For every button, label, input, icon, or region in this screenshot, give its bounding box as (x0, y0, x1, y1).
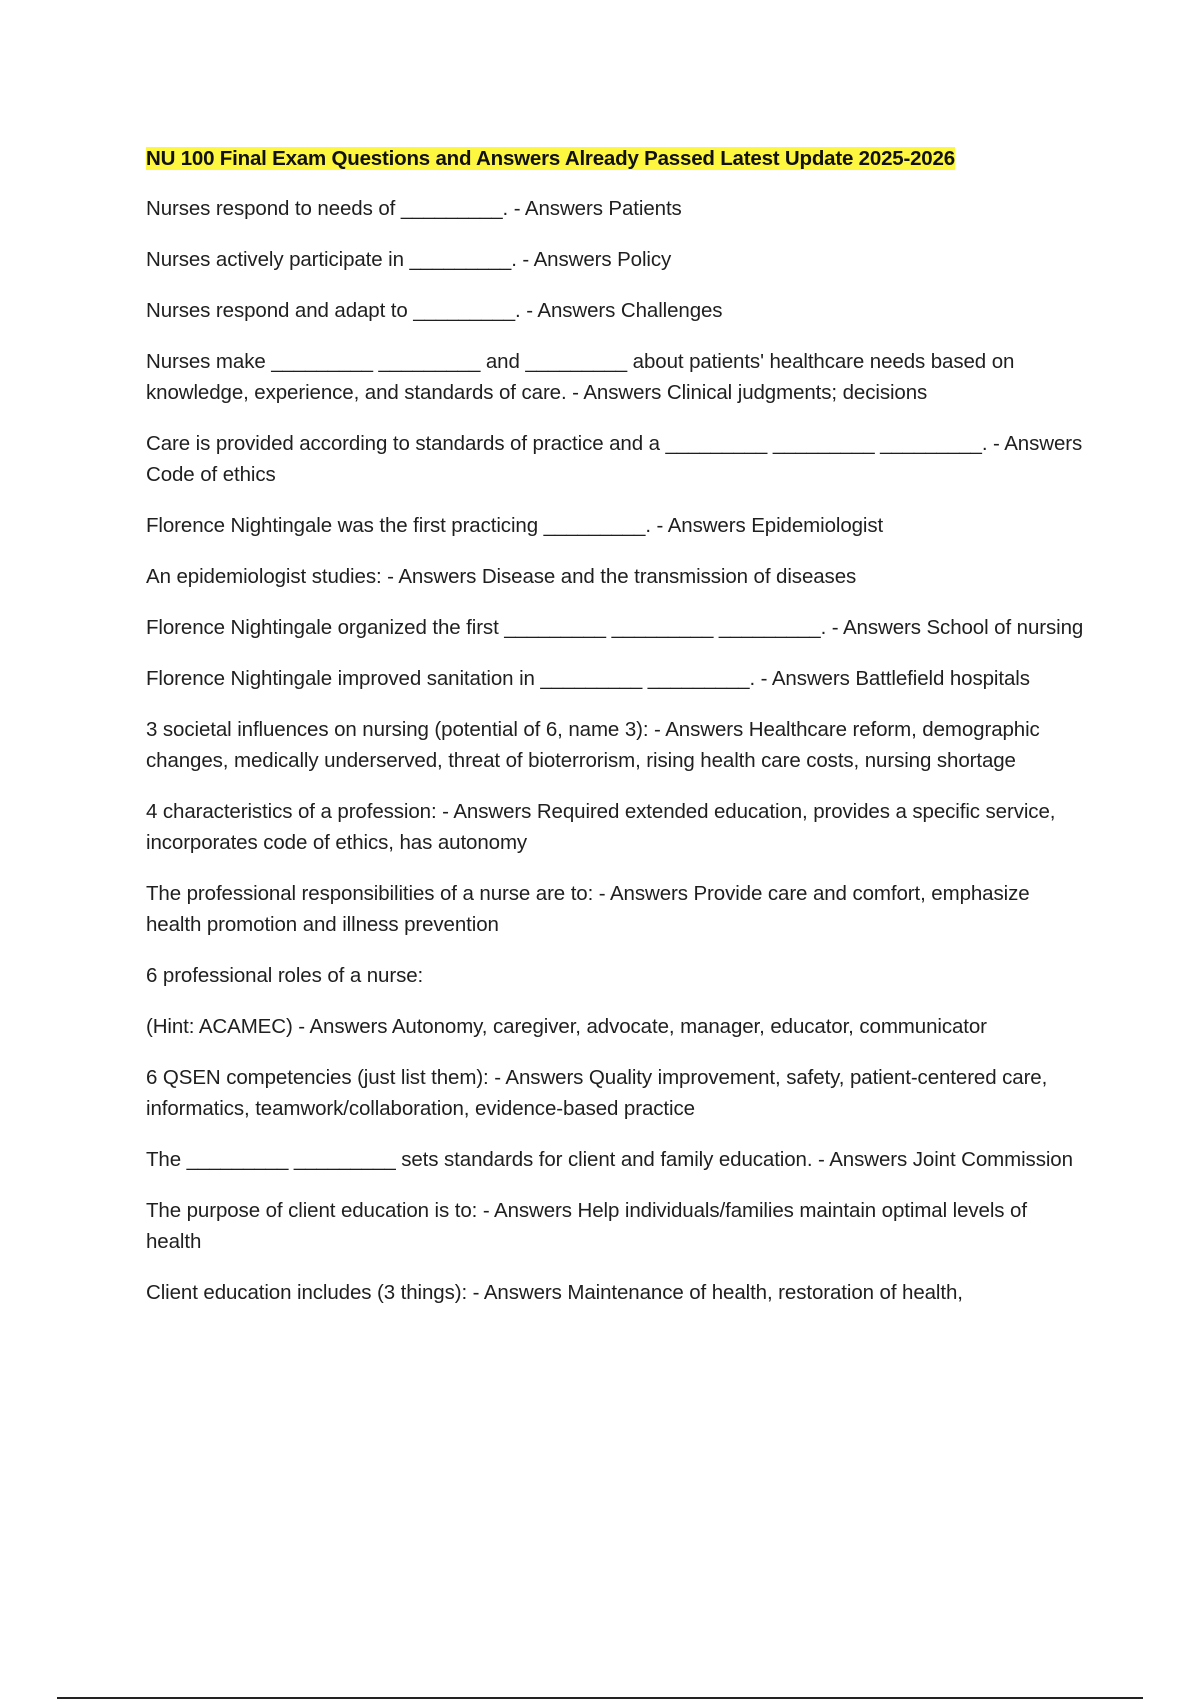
qa-entry: Florence Nightingale was the first practicing _________. - Answers Epidemiologist (146, 514, 884, 537)
qa-entry: 6 QSEN competencies (just list them): - Answers Quality improvement, safety, patient-centered care, informatics, teamwork/collaboration, evidence-based practice (146, 1066, 1048, 1120)
qa-entry: Nurses make _________ _________ and _________ about patients' healthcare needs based on knowledge, experience, and standards of care. - Answers Clinical judgments; decisions (146, 350, 1015, 404)
qa-entry: Client education includes (3 things): - Answers Maintenance of health, restoration of health, (146, 1281, 963, 1304)
qa-entry: 4 characteristics of a profession: - Answers Required extended education, provides a specific service, incorporates code of ethics, has autonomy (146, 800, 1056, 854)
qa-entry: Nurses respond and adapt to _________. - Answers Challenges (146, 299, 723, 322)
qa-entry: An epidemiologist studies: - Answers Disease and the transmission of diseases (146, 565, 857, 588)
title-block (146, 144, 1086, 176)
document-body (146, 144, 1086, 1328)
qa-entry: 3 societal influences on nursing (potential of 6, name 3): - Answers Healthcare reform, demographic changes, medically underserved, threat of bioterrorism, rising health care costs, nursing shortage (146, 718, 1040, 772)
qa-entry: (Hint: ACAMEC) - Answers Autonomy, caregiver, advocate, manager, educator, communicator (146, 1015, 987, 1038)
qa-entry: Nurses respond to needs of _________. - Answers Patients (146, 197, 682, 220)
qa-entry: Care is provided according to standards of practice and a _________ _________ _________. - Answers Code of ethics (146, 432, 1083, 486)
footer-divider (57, 1697, 1143, 1699)
qa-entry: Nurses actively participate in _________. - Answers Policy (146, 248, 672, 271)
qa-entry: The _________ _________ sets standards for client and family education. - Answers Joint Commission (146, 1148, 1073, 1171)
qa-entry: Florence Nightingale improved sanitation in _________ _________. - Answers Battlefield hospitals (146, 667, 1030, 690)
qa-entry: 6 professional roles of a nurse: (146, 964, 424, 987)
document-title: NU 100 Final Exam Questions and Answers Already Passed Latest Update 2025-2026 (146, 147, 955, 170)
qa-entry: The professional responsibilities of a nurse are to: - Answers Provide care and comfort, emphasize health promotion and illness prevention (146, 882, 1030, 936)
qa-entry: The purpose of client education is to: - Answers Help individuals/families maintain optimal levels of health (146, 1199, 1027, 1253)
qa-entry: Florence Nightingale organized the first _________ _________ _________. - Answers School of nursing (146, 616, 1084, 639)
